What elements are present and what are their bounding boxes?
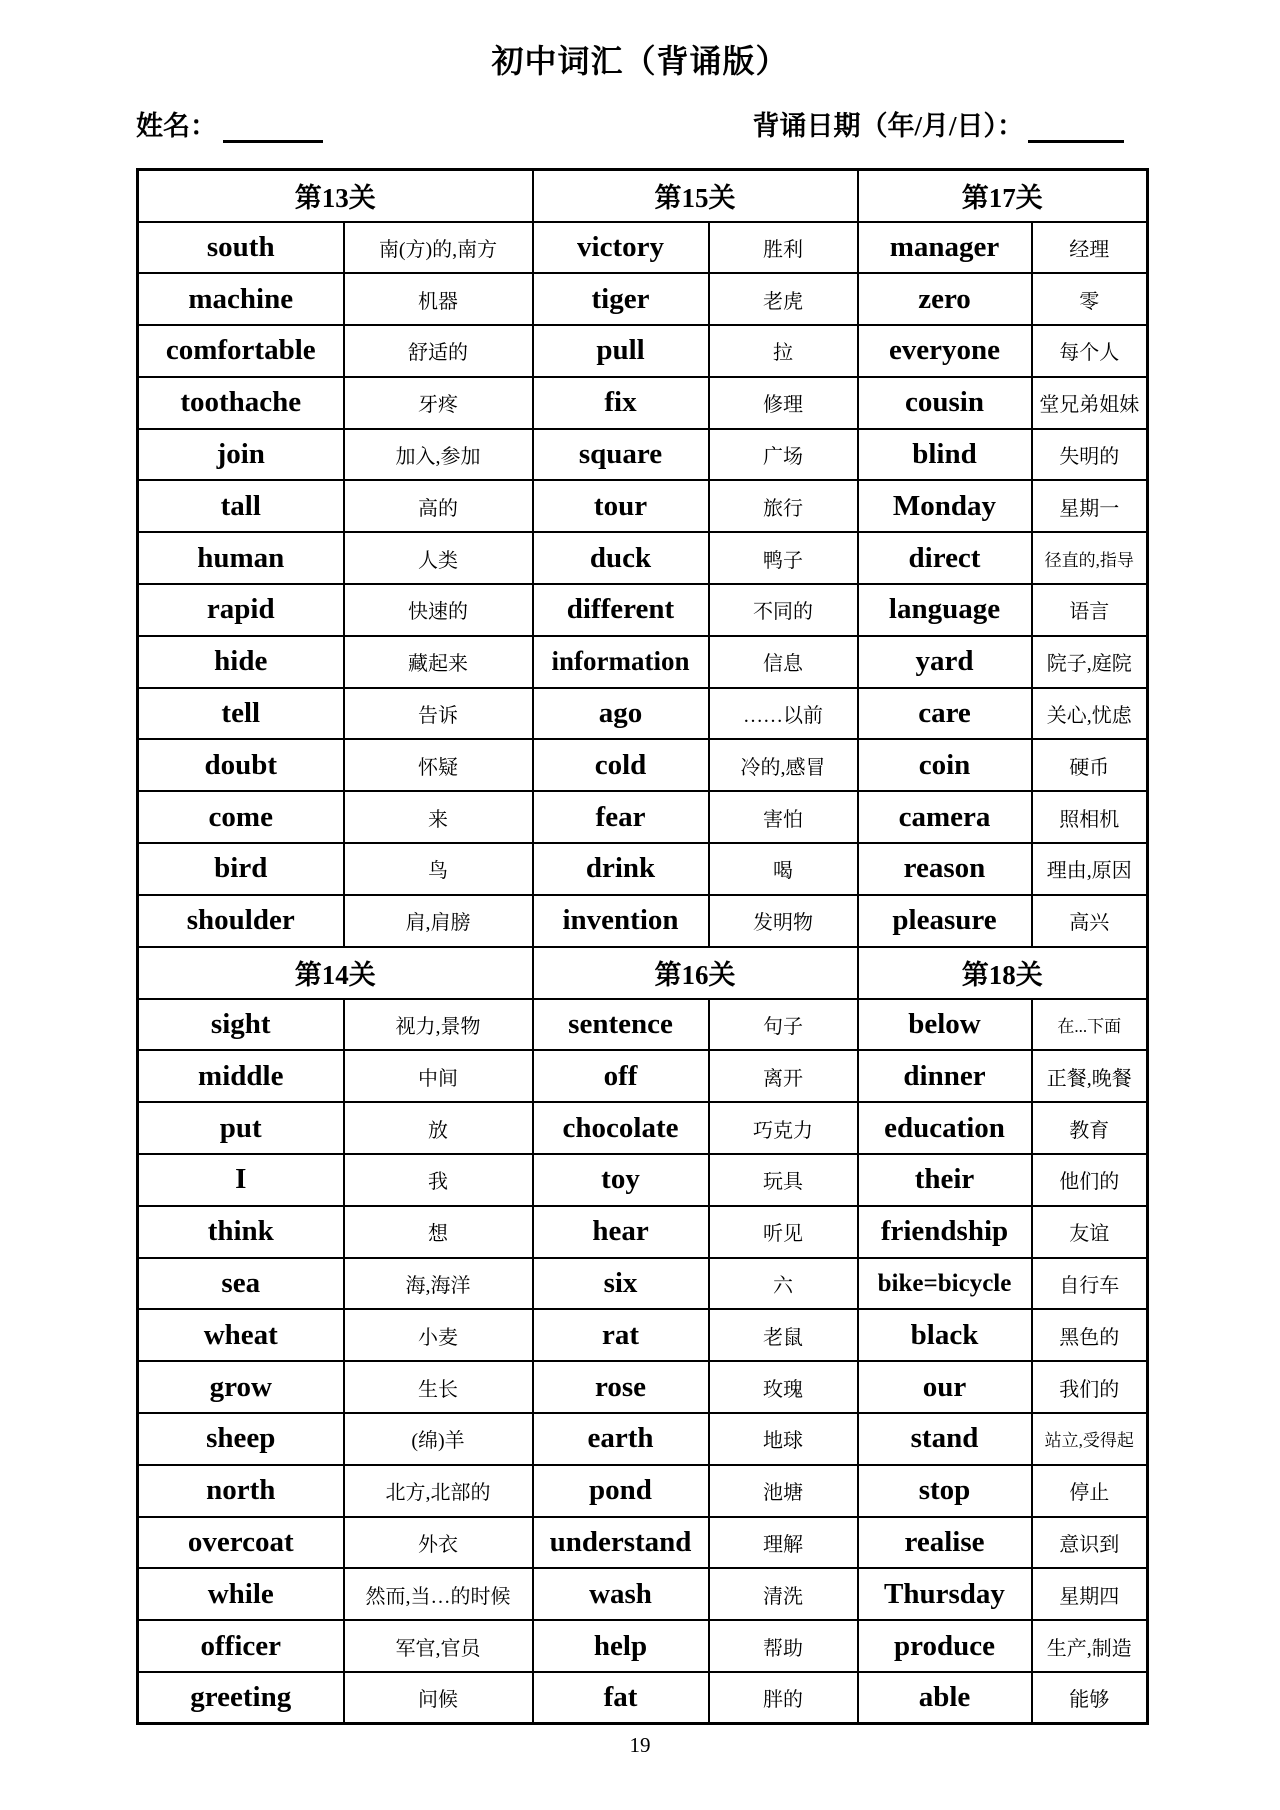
meaning-cell: 喝 <box>709 843 858 895</box>
meaning-cell: 牙疼 <box>344 377 533 429</box>
word-cell: while <box>138 1568 344 1620</box>
page-title: 初中词汇（背诵版） <box>491 43 789 79</box>
table-row <box>138 895 1148 947</box>
meaning-cell: 军官,官员 <box>344 1620 533 1672</box>
table-row <box>138 791 1148 843</box>
word-cell: pull <box>533 325 709 377</box>
meaning-cell: 他们的 <box>1032 1154 1148 1206</box>
meaning-cell: 硬币 <box>1032 739 1148 791</box>
word-cell: bird <box>138 843 344 895</box>
meaning-cell: 老鼠 <box>709 1309 858 1361</box>
word-cell: put <box>138 1102 344 1154</box>
meaning-cell: 高的 <box>344 480 533 532</box>
name-blank-line <box>223 110 323 143</box>
table-row <box>138 584 1148 636</box>
word-cell: rapid <box>138 584 344 636</box>
word-cell: shoulder <box>138 895 344 947</box>
meaning-cell: 怀疑 <box>344 739 533 791</box>
meaning-cell: 照相机 <box>1032 791 1148 843</box>
table-row <box>138 325 1148 377</box>
word-cell: hear <box>533 1206 709 1258</box>
meaning-cell: 老虎 <box>709 273 858 325</box>
word-cell: different <box>533 584 709 636</box>
meaning-cell: 鸭子 <box>709 532 858 584</box>
word-cell: victory <box>533 222 709 274</box>
meaning-cell: ……以前 <box>709 688 858 740</box>
vocab-table-body <box>138 170 1148 1724</box>
word-cell: rat <box>533 1309 709 1361</box>
word-cell: greeting <box>138 1672 344 1724</box>
word-cell: join <box>138 429 344 481</box>
meaning-cell: 离开 <box>709 1050 858 1102</box>
word-cell: our <box>858 1361 1032 1413</box>
meaning-cell: 院子,庭院 <box>1032 636 1148 688</box>
word-cell: dinner <box>858 1050 1032 1102</box>
word-cell: overcoat <box>138 1517 344 1569</box>
meaning-cell: 星期四 <box>1032 1568 1148 1620</box>
meaning-cell: 星期一 <box>1032 480 1148 532</box>
table-row <box>138 429 1148 481</box>
word-cell: their <box>858 1154 1032 1206</box>
table-row <box>138 739 1148 791</box>
meaning-cell: 鸟 <box>344 843 533 895</box>
word-cell: toothache <box>138 377 344 429</box>
word-cell: tiger <box>533 273 709 325</box>
table-row <box>138 1568 1148 1620</box>
meaning-cell: 意识到 <box>1032 1517 1148 1569</box>
meaning-cell: 语言 <box>1032 584 1148 636</box>
word-cell: care <box>858 688 1032 740</box>
table-row <box>138 636 1148 688</box>
word-cell: fix <box>533 377 709 429</box>
meaning-cell: 害怕 <box>709 791 858 843</box>
meaning-cell: 藏起来 <box>344 636 533 688</box>
word-cell: ago <box>533 688 709 740</box>
word-cell: wash <box>533 1568 709 1620</box>
level-header: 第16关 <box>533 947 858 999</box>
word-cell: education <box>858 1102 1032 1154</box>
word-cell: machine <box>138 273 344 325</box>
word-cell: direct <box>858 532 1032 584</box>
date-blank-line <box>1028 110 1124 143</box>
word-cell: rose <box>533 1361 709 1413</box>
page-number: 19 <box>629 1733 651 1757</box>
word-cell: cousin <box>858 377 1032 429</box>
meaning-cell: 句子 <box>709 999 858 1051</box>
meaning-cell: 零 <box>1032 273 1148 325</box>
word-cell: Thursday <box>858 1568 1032 1620</box>
meaning-cell: 小麦 <box>344 1309 533 1361</box>
meaning-cell: 关心,忧虑 <box>1032 688 1148 740</box>
table-row <box>138 1050 1148 1102</box>
word-cell: stand <box>858 1413 1032 1465</box>
meaning-cell: 高兴 <box>1032 895 1148 947</box>
word-cell: able <box>858 1672 1032 1724</box>
word-cell: earth <box>533 1413 709 1465</box>
meaning-cell: 修理 <box>709 377 858 429</box>
date-group <box>752 104 1124 143</box>
word-cell: duck <box>533 532 709 584</box>
word-cell: hide <box>138 636 344 688</box>
meaning-cell: 每个人 <box>1032 325 1148 377</box>
table-row <box>138 1258 1148 1310</box>
meaning-cell: 经理 <box>1032 222 1148 274</box>
meaning-cell: 不同的 <box>709 584 858 636</box>
meaning-cell: 告诉 <box>344 688 533 740</box>
meaning-cell: 加入,参加 <box>344 429 533 481</box>
meaning-cell: 我 <box>344 1154 533 1206</box>
meaning-cell: 站立,受得起 <box>1032 1413 1148 1465</box>
meaning-cell: 帮助 <box>709 1620 858 1672</box>
meaning-cell: 想 <box>344 1206 533 1258</box>
word-cell: friendship <box>858 1206 1032 1258</box>
meaning-cell: 径直的,指导 <box>1032 532 1148 584</box>
word-cell: north <box>138 1465 344 1517</box>
level-header: 第18关 <box>858 947 1148 999</box>
meaning-cell: 信息 <box>709 636 858 688</box>
table-row <box>138 377 1148 429</box>
word-cell: cold <box>533 739 709 791</box>
table-row <box>138 999 1148 1051</box>
info-row <box>136 104 1148 143</box>
table-row <box>138 1154 1148 1206</box>
word-cell: manager <box>858 222 1032 274</box>
meaning-cell: 机器 <box>344 273 533 325</box>
word-cell: off <box>533 1050 709 1102</box>
table-row <box>138 1102 1148 1154</box>
meaning-cell: 正餐,晚餐 <box>1032 1050 1148 1102</box>
meaning-cell: 海,海洋 <box>344 1258 533 1310</box>
word-cell: invention <box>533 895 709 947</box>
meaning-cell: 理解 <box>709 1517 858 1569</box>
meaning-cell: 在...下面 <box>1032 999 1148 1051</box>
meaning-cell: 北方,北部的 <box>344 1465 533 1517</box>
word-cell: understand <box>533 1517 709 1569</box>
meaning-cell: 胖的 <box>709 1672 858 1724</box>
meaning-cell: 堂兄弟姐妹 <box>1032 377 1148 429</box>
meaning-cell: 黑色的 <box>1032 1309 1148 1361</box>
level-header-row <box>138 170 1148 222</box>
table-row <box>138 688 1148 740</box>
word-cell: tell <box>138 688 344 740</box>
meaning-cell: 池塘 <box>709 1465 858 1517</box>
meaning-cell: 拉 <box>709 325 858 377</box>
word-cell: comfortable <box>138 325 344 377</box>
meaning-cell: 友谊 <box>1032 1206 1148 1258</box>
level-header-row <box>138 947 1148 999</box>
word-cell: south <box>138 222 344 274</box>
word-cell: toy <box>533 1154 709 1206</box>
word-cell: stop <box>858 1465 1032 1517</box>
meaning-cell: 清洗 <box>709 1568 858 1620</box>
meaning-cell: 肩,肩膀 <box>344 895 533 947</box>
name-label: 姓名： <box>136 111 217 141</box>
meaning-cell: 我们的 <box>1032 1361 1148 1413</box>
table-row <box>138 1206 1148 1258</box>
table-row <box>138 843 1148 895</box>
level-header: 第14关 <box>138 947 533 999</box>
meaning-cell: 六 <box>709 1258 858 1310</box>
table-row <box>138 1620 1148 1672</box>
word-cell: everyone <box>858 325 1032 377</box>
word-cell: pleasure <box>858 895 1032 947</box>
meaning-cell: 舒适的 <box>344 325 533 377</box>
word-cell: blind <box>858 429 1032 481</box>
level-header: 第17关 <box>858 170 1148 222</box>
table-row <box>138 1361 1148 1413</box>
word-cell: information <box>533 636 709 688</box>
word-cell: reason <box>858 843 1032 895</box>
date-label: 背诵日期（年/月/日）： <box>752 111 1024 141</box>
meaning-cell: 生长 <box>344 1361 533 1413</box>
meaning-cell: 巧克力 <box>709 1102 858 1154</box>
table-row <box>138 1309 1148 1361</box>
level-header: 第13关 <box>138 170 533 222</box>
word-cell: below <box>858 999 1032 1051</box>
word-cell: coin <box>858 739 1032 791</box>
table-row <box>138 1413 1148 1465</box>
word-cell: pond <box>533 1465 709 1517</box>
meaning-cell: 视力,景物 <box>344 999 533 1051</box>
word-cell: camera <box>858 791 1032 843</box>
meaning-cell: 来 <box>344 791 533 843</box>
meaning-cell: 失明的 <box>1032 429 1148 481</box>
word-cell: drink <box>533 843 709 895</box>
word-cell: human <box>138 532 344 584</box>
word-cell: realise <box>858 1517 1032 1569</box>
table-row <box>138 1517 1148 1569</box>
meaning-cell: 放 <box>344 1102 533 1154</box>
meaning-cell: 南(方)的,南方 <box>344 222 533 274</box>
word-cell: I <box>138 1154 344 1206</box>
meaning-cell: 旅行 <box>709 480 858 532</box>
word-cell: black <box>858 1309 1032 1361</box>
meaning-cell: 外衣 <box>344 1517 533 1569</box>
meaning-cell: 自行车 <box>1032 1258 1148 1310</box>
word-cell: tour <box>533 480 709 532</box>
meaning-cell: 人类 <box>344 532 533 584</box>
word-cell: bike=bicycle <box>858 1258 1032 1310</box>
word-cell: think <box>138 1206 344 1258</box>
meaning-cell: 问候 <box>344 1672 533 1724</box>
word-cell: Monday <box>858 480 1032 532</box>
word-cell: tall <box>138 480 344 532</box>
table-row <box>138 1672 1148 1724</box>
meaning-cell: 胜利 <box>709 222 858 274</box>
word-cell: officer <box>138 1620 344 1672</box>
word-cell: fear <box>533 791 709 843</box>
meaning-cell: 玫瑰 <box>709 1361 858 1413</box>
meaning-cell: 中间 <box>344 1050 533 1102</box>
word-cell: sea <box>138 1258 344 1310</box>
meaning-cell: 冷的,感冒 <box>709 739 858 791</box>
meaning-cell: 理由,原因 <box>1032 843 1148 895</box>
meaning-cell: 快速的 <box>344 584 533 636</box>
meaning-cell: 然而,当…的时候 <box>344 1568 533 1620</box>
meaning-cell: 听见 <box>709 1206 858 1258</box>
word-cell: produce <box>858 1620 1032 1672</box>
meaning-cell: 能够 <box>1032 1672 1148 1724</box>
table-row <box>138 532 1148 584</box>
word-cell: sentence <box>533 999 709 1051</box>
word-cell: middle <box>138 1050 344 1102</box>
word-cell: doubt <box>138 739 344 791</box>
meaning-cell: 停止 <box>1032 1465 1148 1517</box>
word-cell: six <box>533 1258 709 1310</box>
table-row <box>138 1465 1148 1517</box>
word-cell: language <box>858 584 1032 636</box>
word-cell: wheat <box>138 1309 344 1361</box>
table-row <box>138 273 1148 325</box>
meaning-cell: 发明物 <box>709 895 858 947</box>
level-header: 第15关 <box>533 170 858 222</box>
meaning-cell: (绵)羊 <box>344 1413 533 1465</box>
word-cell: grow <box>138 1361 344 1413</box>
word-cell: help <box>533 1620 709 1672</box>
word-cell: yard <box>858 636 1032 688</box>
meaning-cell: 生产,制造 <box>1032 1620 1148 1672</box>
word-cell: sight <box>138 999 344 1051</box>
meaning-cell: 教育 <box>1032 1102 1148 1154</box>
meaning-cell: 广场 <box>709 429 858 481</box>
meaning-cell: 玩具 <box>709 1154 858 1206</box>
meaning-cell: 地球 <box>709 1413 858 1465</box>
word-cell: come <box>138 791 344 843</box>
word-cell: square <box>533 429 709 481</box>
word-cell: sheep <box>138 1413 344 1465</box>
table-row <box>138 480 1148 532</box>
word-cell: zero <box>858 273 1032 325</box>
vocab-table <box>136 168 1149 1725</box>
word-cell: chocolate <box>533 1102 709 1154</box>
table-row <box>138 222 1148 274</box>
word-cell: fat <box>533 1672 709 1724</box>
